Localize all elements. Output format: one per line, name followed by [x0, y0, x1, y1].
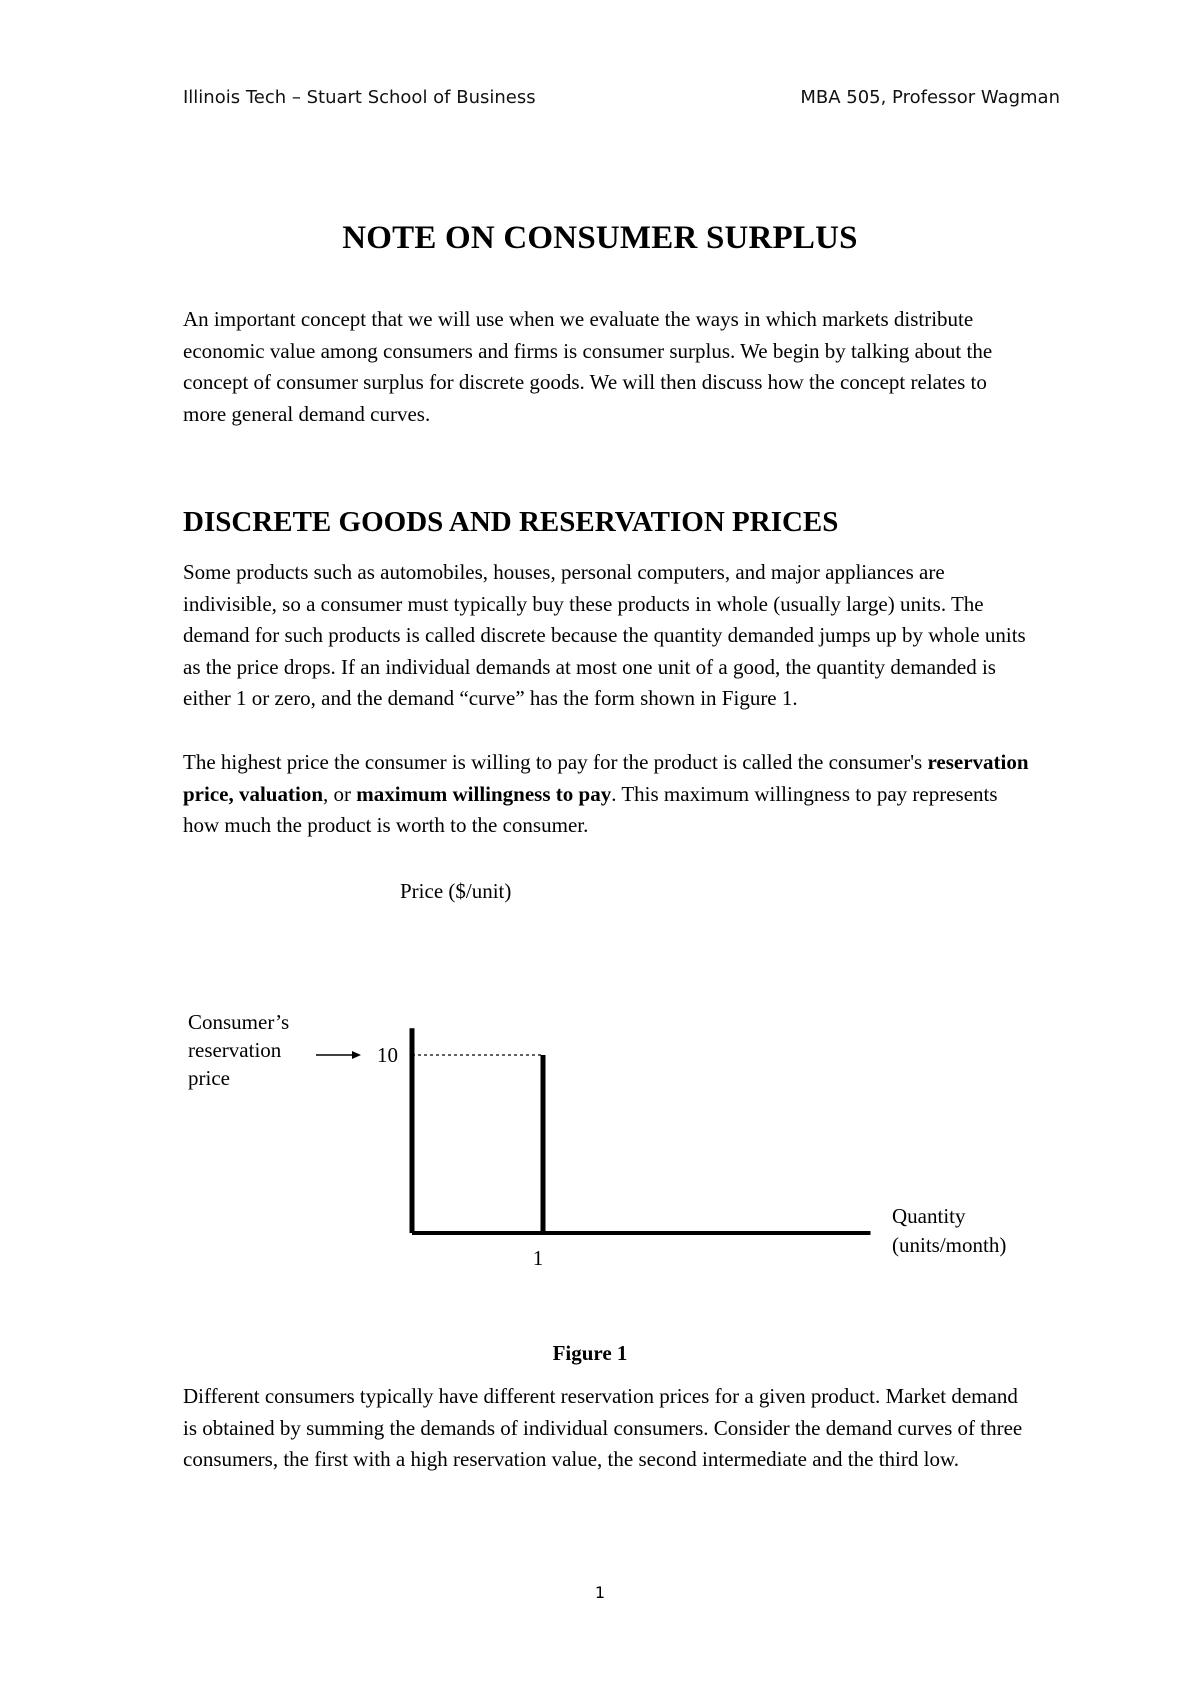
closing-paragraph: Different consumers typically have different reservation prices for a given product. Market demand is obtained by summing the demands of individual consumers. Consider the demand curves of three consumers, the first with a high reservation value, the second intermediate and the third low. — [183, 1384, 1023, 1471]
x-axis-label: Quantity — [892, 1204, 966, 1228]
bold-term: maximum willingness to pay — [356, 781, 612, 806]
x-tick-label: 1 — [532, 1246, 544, 1270]
header-course: MBA 505, Professor Wagman — [800, 87, 1060, 108]
header-school: Illinois Tech – Stuart School of Business — [183, 87, 536, 108]
section-heading: DISCRETE GOODS AND RESERVATION PRICES — [183, 506, 839, 538]
bold-term: reservation price, valuation — [183, 750, 1029, 806]
paragraph-text: , or — [323, 781, 357, 806]
paragraph-text: . This maximum willingness to pay represents how much the product is worth to the consumer. — [183, 781, 998, 837]
annotation-line: price — [188, 1066, 230, 1090]
annotation-line: Consumer’s — [188, 1010, 290, 1034]
paragraph-text: The highest price the consumer is willing to pay for the product is called the consumer's — [183, 750, 928, 774]
x-axis-label-units: (units/month) — [892, 1233, 1007, 1257]
page-title: NOTE ON CONSUMER SURPLUS — [342, 220, 858, 256]
page-number: 1 — [594, 1583, 606, 1602]
annotation-line: reservation — [188, 1038, 282, 1062]
intro-paragraph: An important concept that we will use when we evaluate the ways in which markets distribute economic value among consumers and firms is consumer surplus. We begin by talking about the concept of consumer surplus for discrete goods. We will then discuss how the concept relates to more general demand curves. — [183, 307, 993, 426]
y-axis-label: Price ($/unit) — [400, 879, 512, 903]
figure-caption: Figure 1 — [552, 1341, 628, 1365]
section-paragraph-1: Some products such as automobiles, houses, personal computers, and major appliances are indivisible, so a consumer must typically buy these products in whole (usually large) units. The demand for such products is called discrete because the quantity demanded jumps up by whole units as the price drops. If an individual demands at most one unit of a good, the quantity demanded is either 1 or zero, and the demand “curve” has the form shown in Figure 1. — [183, 560, 1026, 710]
y-tick-label: 10 — [377, 1043, 398, 1067]
annotation-arrow-head — [352, 1051, 361, 1059]
